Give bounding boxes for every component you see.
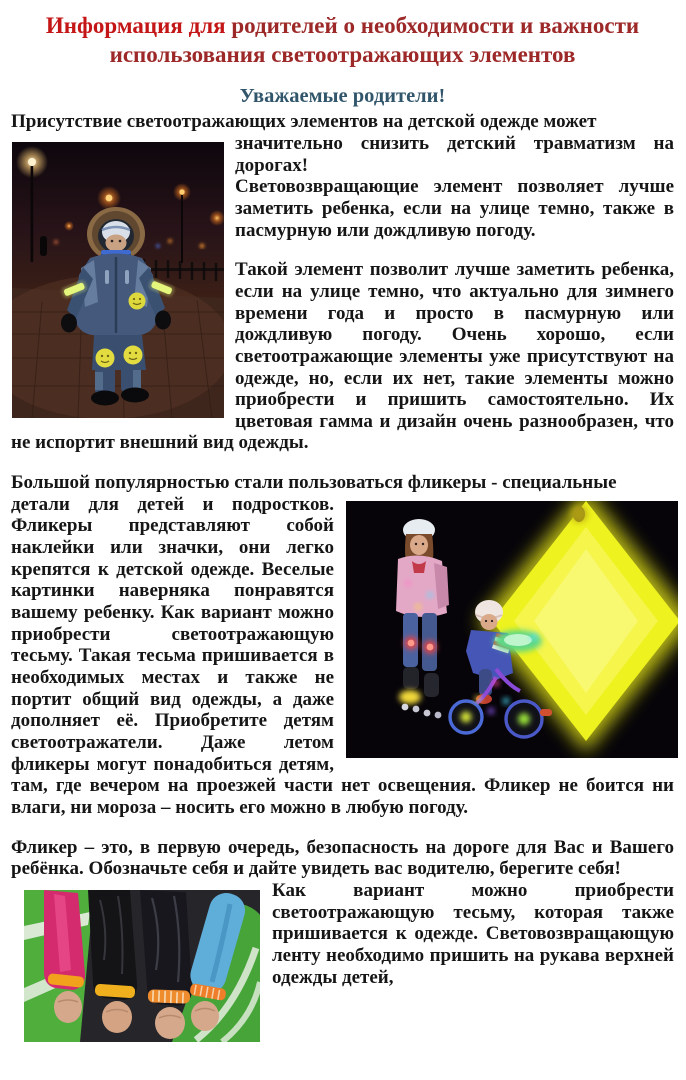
paragraph-1-intro: Присутствие светоотражающих элементов на детской одежде может: [11, 111, 597, 133]
smiley-badge: [129, 292, 146, 309]
flicker-diamond-photo: [346, 501, 678, 758]
page-title: [11, 12, 674, 70]
paragraph-2-intro: Большой популярностью стали пользоваться фликеры - специальные: [11, 472, 617, 494]
wristbands-scene: [24, 890, 260, 1042]
flicker-night-scene: [346, 501, 678, 758]
smiley-badge: [124, 345, 143, 364]
paragraph-3: Фликер – это, в первую очередь, безопасность на дороге для Вас и Вашего ребёнка. Обозначьте себя и дайте увидеть вас водителю, берегите себя!: [11, 836, 674, 880]
title-line-2: использования светоотражающих элементов: [109, 41, 576, 67]
paragraph-1-main: Такой элемент позволит лучше заметить ребенка, если на улице темно, что актуально для зимнего времени года и просто в пасмурную или дождливую погоду. Очень хорошо, если светоотражающие элементы уже присутствуют на одежде, но, если их нет, такие элементы можно приобрести и пришить самостоятельно. Их цветовая гамма и дизайн очень разнообразен, что не испортит внешний вид одежды.: [11, 259, 674, 454]
reflective-wristband: [148, 989, 190, 1003]
paragraph-1-wrap-a: значительно снизить детский травматизм на дорогах!: [235, 132, 674, 176]
night-street-child-photo: [12, 142, 224, 418]
title-line-1: [11, 12, 674, 41]
smiley-badge: [96, 348, 115, 367]
paragraph-4: Как вариант можно приобрести светоотражающую тесьму, которая также пришивается к одежде. Световозвращающую ленту необходимо пришить на рукава верхней одежды детей,: [272, 879, 674, 988]
paragraph-2-main: детали для детей и подростков. Фликеры представляют собой наклейки или значки, они легко крепятся к детской одежде. Веселые картинки наверняка понравятся вашему ребенку. Как вариант можно приобрести светоотражающую тесьму. Такая тесьма пришивается в необходимых местах и также не портит общий вид одежды, а даже дополняет её. Приобретите детям светоотражатели. Даже летом фликеры могут понадобиться детям, там, где вечером на проезжей части нет освещения. Фликер не боится ни влаги, ни мороза – носить его можно в любую погоду.: [11, 493, 674, 818]
paragraph-1-wrap-b: Световозвращающие элемент позволяет лучше заметить ребенка, если на улице темно, также в пасмурную или дождливую погоду.: [235, 176, 674, 241]
title-emphasis: Информация для: [45, 13, 226, 38]
reflective-wristbands-photo: [24, 890, 260, 1042]
greeting-heading: Уважаемые родители!: [239, 84, 446, 107]
night-street-scene: [12, 142, 224, 418]
title-rest: родителей о необходимости и важности: [225, 13, 640, 38]
